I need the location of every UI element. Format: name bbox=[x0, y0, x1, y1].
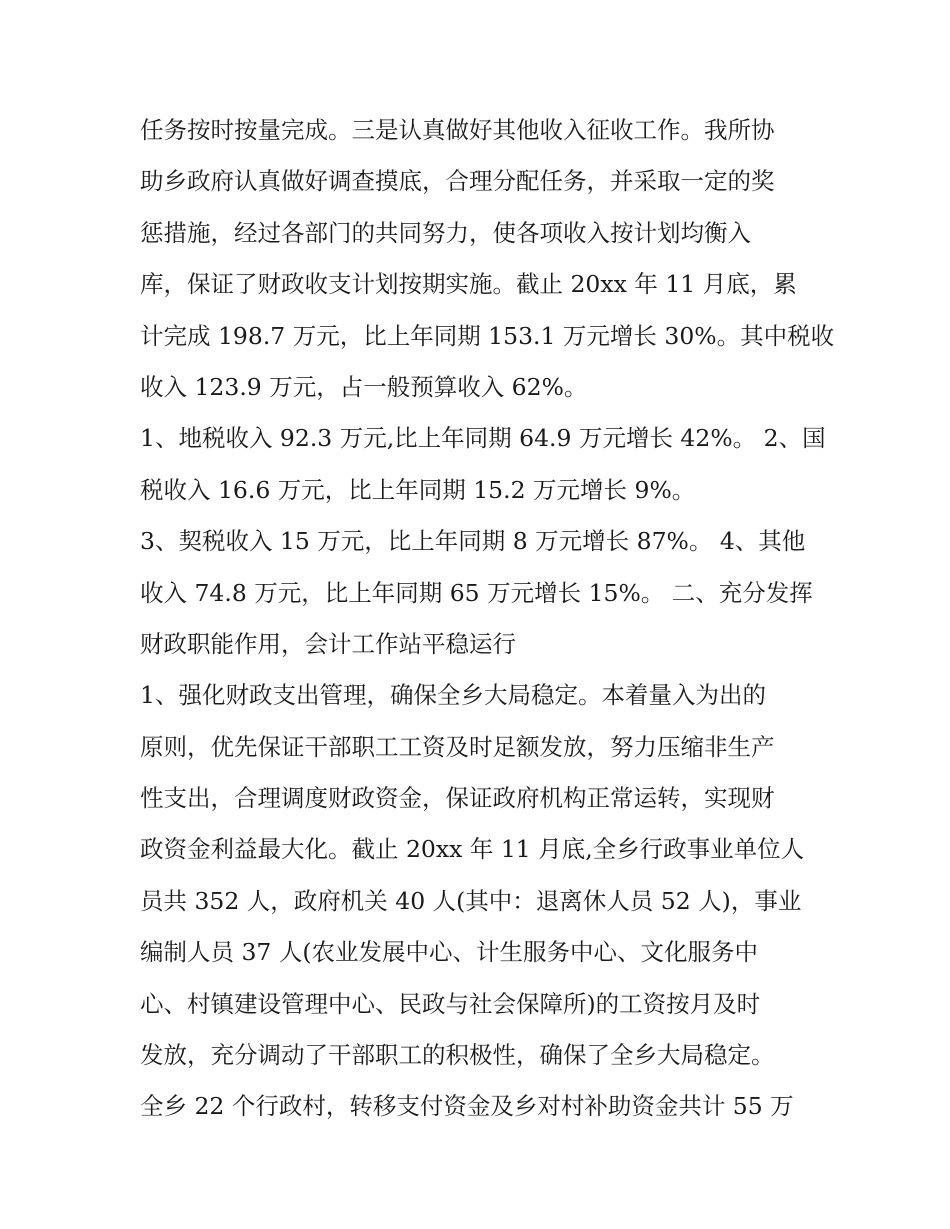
text-line: 库，保证了财政收支计划按期实施。截止 20xx 年 11 月底，累 bbox=[140, 270, 797, 299]
text-line: 全乡 22 个行政村，转移支付资金及乡对村补助资金共计 55 万 bbox=[140, 1092, 794, 1121]
text-line: 助乡政府认真做好调查摸底，合理分配任务，并采取一定的奖 bbox=[140, 167, 775, 196]
text-line: 编制人员 37 人(农业发展中心、计生服务中心、文化服务中 bbox=[140, 938, 759, 967]
text-line: 收入 74.8 万元，比上年同期 65 万元增长 15%。 二、充分发挥 bbox=[140, 578, 813, 607]
text-line: 员共 352 人，政府机关 40 人(其中：退离休人员 52 人)，事业 bbox=[140, 886, 802, 915]
text-line: 心、村镇建设管理中心、民政与社会保障所)的工资按月及时 bbox=[140, 989, 761, 1018]
text-line: 性支出，合理调度财政资金，保证政府机构正常运转，实现财 bbox=[140, 784, 775, 813]
text-line: 发放，充分调动了干部职工的积极性，确保了全乡大局稳定。 bbox=[140, 1041, 775, 1070]
text-line: 政资金利益最大化。截止 20xx 年 11 月底,全乡行政事业单位人 bbox=[140, 835, 805, 864]
text-line: 原则，优先保证干部职工工资及时足额发放，努力压缩非生产 bbox=[140, 732, 775, 761]
text-line: 3、契税收入 15 万元，比上年同期 8 万元增长 87%。 4、其他 bbox=[140, 527, 806, 556]
text-line: 财政职能作用，会计工作站平稳运行 bbox=[140, 629, 516, 658]
body-text bbox=[140, 105, 835, 1133]
text-line: 1、地税收入 92.3 万元,比上年同期 64.9 万元增长 42%。 2、国 bbox=[140, 424, 826, 453]
text-line: 任务按时按量完成。三是认真做好其他收入征收工作。我所协 bbox=[140, 116, 775, 144]
text-line: 收入 123.9 万元，占一般预算收入 62%。 bbox=[140, 372, 588, 401]
text-line: 1、强化财政支出管理，确保全乡大局稳定。本着量入为出的 bbox=[140, 681, 766, 710]
text-line: 税收入 16.6 万元，比上年同期 15.2 万元增长 9%。 bbox=[140, 475, 696, 504]
text-line: 惩措施，经过各部门的共同努力，使各项收入按计划均衡入 bbox=[140, 218, 751, 247]
text-line: 计完成 198.7 万元，比上年同期 153.1 万元增长 30%。其中税收 bbox=[140, 321, 835, 350]
